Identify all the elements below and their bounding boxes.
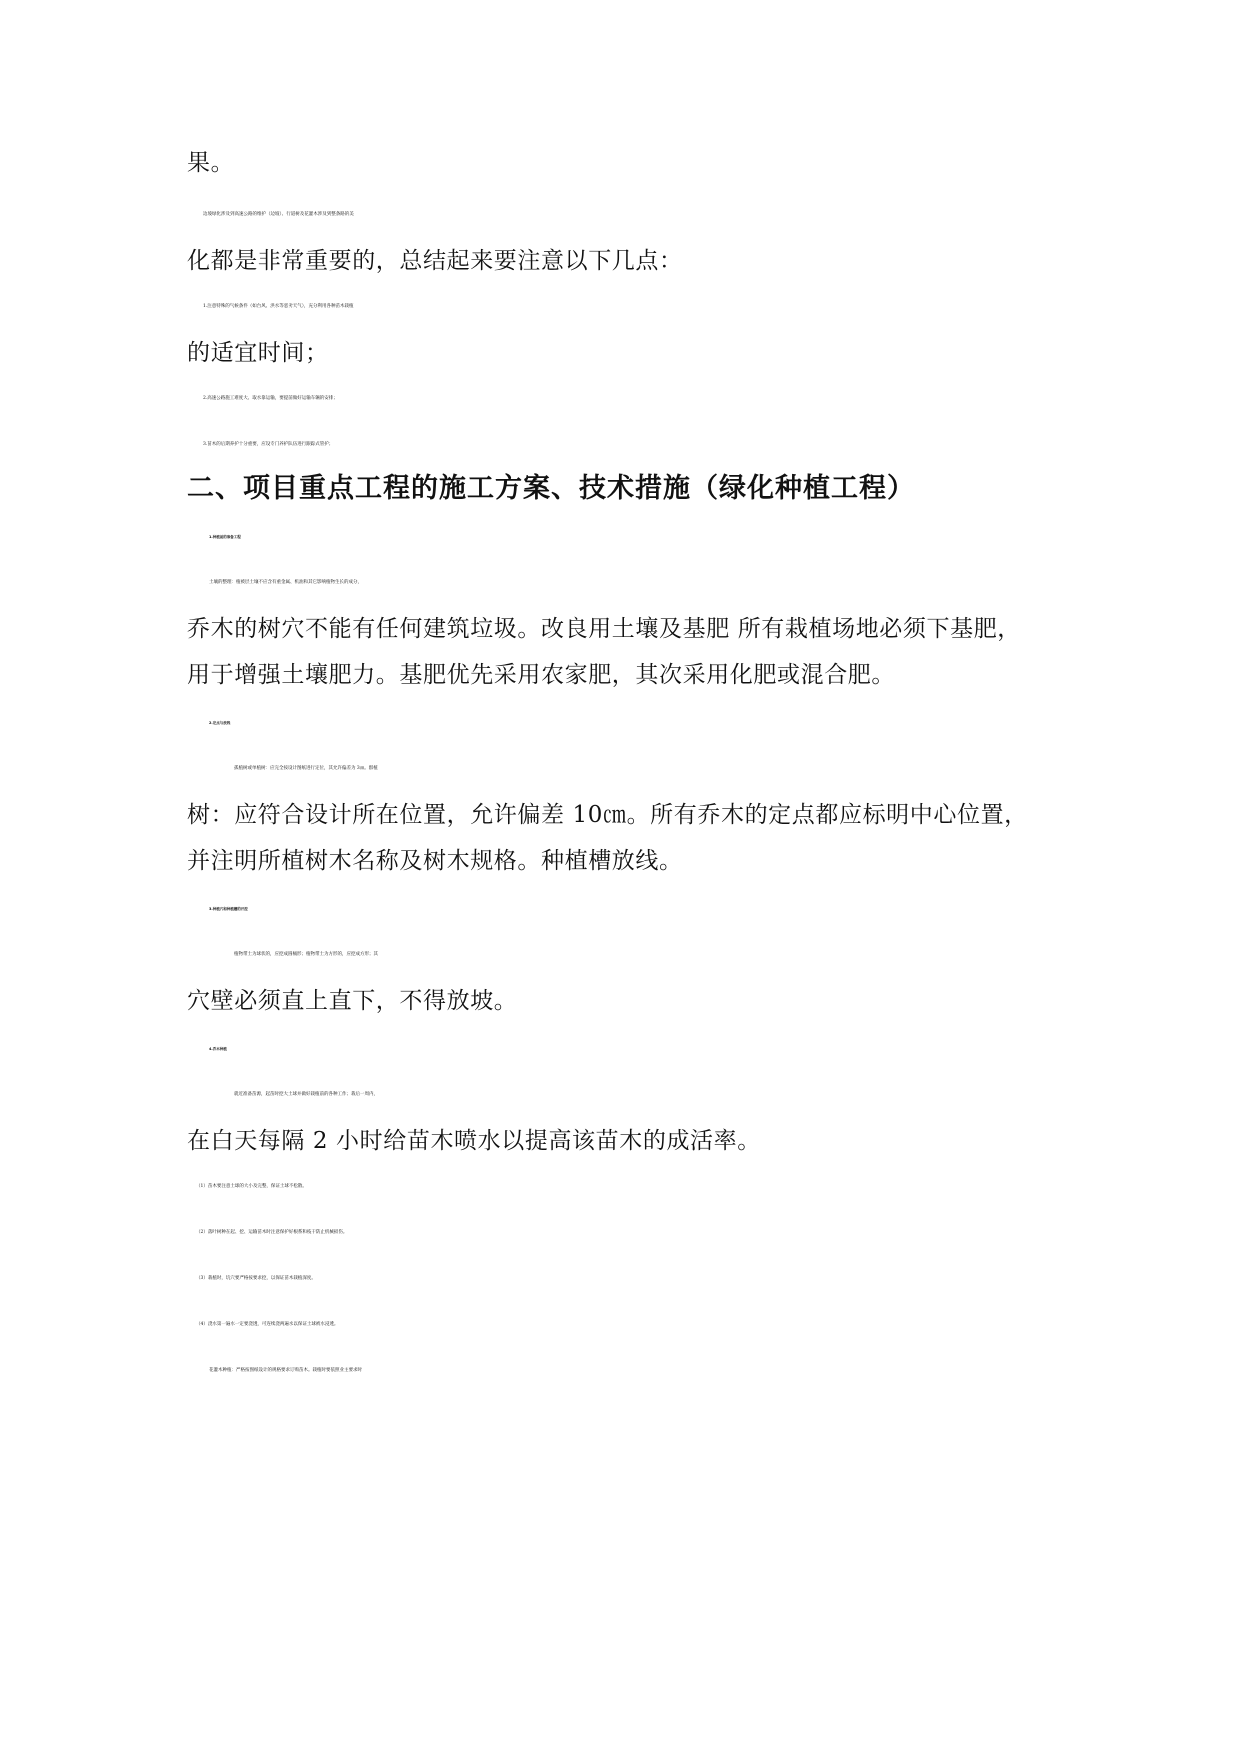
subsection-heading: 3.种植穴和种植槽的开挖	[209, 907, 248, 911]
paragraph-line: 植物带土为球状的，应挖成圆桶形；植物带土为方形的，应挖成方形；其	[234, 952, 378, 957]
list-item: （1）苗木要注意土球的大小及完整，保证土球不松散。	[196, 1184, 307, 1189]
paragraph-line: 果。	[187, 150, 235, 176]
list-item: 2.高速公路施工难度大、取水靠运输，要提前做好运输车辆的安排；	[203, 396, 338, 401]
list-item: 1.注意特殊的气候条件（如台风、洪水等恶劣天气），充分利用各种苗木栽植	[203, 304, 354, 309]
paragraph-line: 乔木的树穴不能有任何建筑垃圾。改良用土壤及基肥 所有栽植场地必须下基肥，	[187, 616, 1021, 642]
subsection-heading: 4.乔木种植	[209, 1047, 227, 1051]
paragraph-line: 化都是非常重要的，总结起来要注意以下几点：	[187, 248, 683, 274]
paragraph-line: 就近准备苗源，起苗时挖大土球并做好栽植前的各种工作；栽后一周内，	[234, 1092, 378, 1097]
list-item: （3）栽植时，坑穴要严格按要求挖，以保证苗木栽植深度。	[196, 1276, 316, 1281]
paragraph-line: 的适宜时间；	[187, 340, 329, 366]
list-item: （4）浇水第一遍水一定要浇透，可连续浇两遍水以保证土球被水浸透。	[196, 1322, 339, 1327]
paragraph-line: 土壤的整理：植被层土壤不应含有重金属、机油和其它影响植物生长的成分，	[209, 580, 362, 585]
paragraph-line: 边坡绿化涉及到高速公路的维护（边坡）、行道树及花灌木涉及到整条路的美	[203, 212, 354, 217]
paragraph-line: 在白天每隔 2 小时给苗木喷水以提高该苗木的成活率。	[187, 1128, 761, 1154]
subsection-heading: 2.定点与放线	[209, 721, 231, 725]
subsection-heading: 1.种植前的准备工程	[209, 535, 241, 539]
list-item: （2）落叶树种在起、挖、运输苗木时注意保护好根系和枝干防止机械损伤。	[196, 1230, 348, 1235]
paragraph-line: 花灌木种植：严格按图纸设计的规格要求订购苗木。栽植时要依照业主要求时	[209, 1368, 362, 1373]
paragraph-line: 并注明所植树木名称及树木规格。种植槽放线。	[187, 848, 683, 874]
section-heading: 二、项目重点工程的施工方案、技术措施（绿化种植工程）	[187, 473, 915, 504]
paragraph-line: 孤植树或单植树：应完全按设计图纸进行定位，其允许偏差为 3㎝。群植	[234, 766, 378, 771]
paragraph-line: 用于增强土壤肥力。基肥优先采用农家肥，其次采用化肥或混合肥。	[187, 662, 895, 688]
paragraph-line: 穴壁必须直上直下，不得放坡。	[187, 988, 518, 1014]
paragraph-line: 树：应符合设计所在位置，允许偏差 10㎝。所有乔木的定点都应标明中心位置，	[187, 802, 1028, 828]
list-item: 3.苗木的后期养护十分重要，应设专门养护队伍进行跟踪式管护；	[203, 442, 334, 447]
